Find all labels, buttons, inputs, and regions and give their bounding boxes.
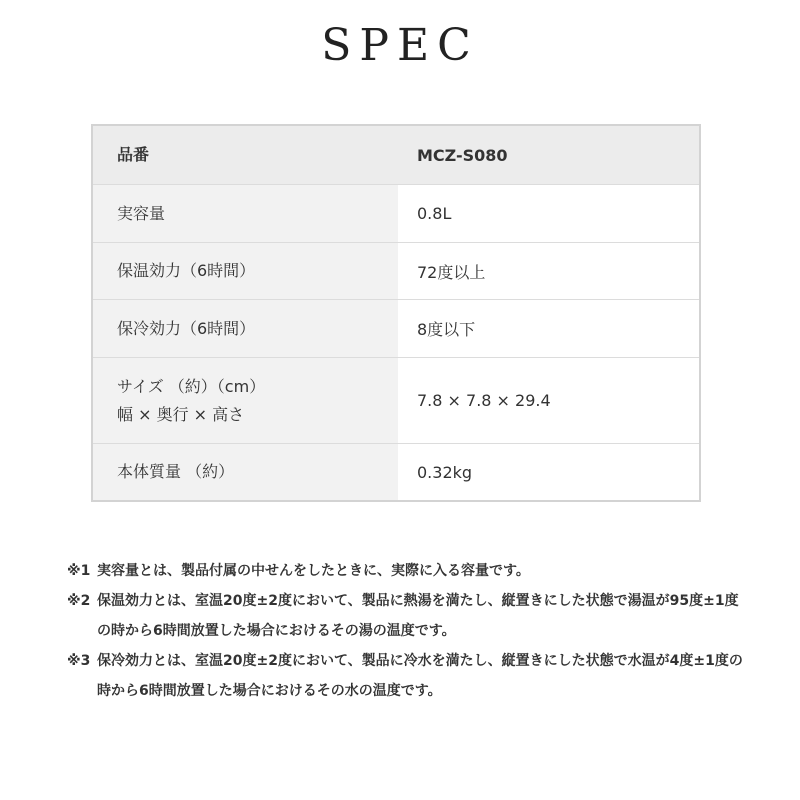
- footnote-text: 実容量とは、製品付属の中せんをしたときに、実際に入る容量です。: [97, 563, 530, 579]
- row-label-line: 幅 × 奥行 × 高さ: [117, 404, 245, 424]
- table-row: [93, 242, 699, 299]
- header-value: MCZ-S080: [398, 126, 699, 184]
- row-value: 8度以下: [398, 300, 699, 357]
- row-label: 実容量: [93, 185, 398, 242]
- page-title: SPEC: [321, 20, 479, 71]
- spec-table: [91, 124, 701, 502]
- footnote-text: 保冷効力とは、室温20度±2度において、製品に冷水を満たし、縦置きにした状態で水温が4度±1度の時から6時間放置した場合におけるその水の温度です。: [97, 653, 743, 699]
- footnote-mark: ※1: [67, 563, 91, 579]
- table-header-row: [93, 126, 699, 184]
- table-row: [93, 184, 699, 242]
- row-label: 保温効力（6時間）: [93, 243, 398, 299]
- footnote: [67, 646, 747, 706]
- table-row: [93, 443, 699, 500]
- row-value: 0.8L: [398, 185, 699, 242]
- table-row: [93, 357, 699, 443]
- footnote-mark: ※3: [67, 653, 91, 669]
- footnote: [67, 586, 747, 646]
- row-label: 本体質量 （約）: [93, 444, 398, 500]
- row-value: 7.8 × 7.8 × 29.4: [398, 358, 699, 443]
- row-label: 保冷効力（6時間）: [93, 300, 398, 357]
- footnote-mark: ※2: [67, 593, 91, 609]
- footnote: [67, 556, 747, 586]
- footnotes: [67, 556, 747, 706]
- header-label: 品番: [93, 126, 398, 184]
- footnote-text: 保温効力とは、室温20度±2度において、製品に熱湯を満たし、縦置きにした状態で湯温が95度±1度の時から6時間放置した場合におけるその湯の温度です。: [97, 593, 739, 639]
- table-row: [93, 299, 699, 357]
- row-label: [93, 358, 398, 443]
- row-value: 0.32kg: [398, 444, 699, 500]
- row-label-line: サイズ （約）（cm）: [117, 376, 266, 396]
- row-value: 72度以上: [398, 243, 699, 299]
